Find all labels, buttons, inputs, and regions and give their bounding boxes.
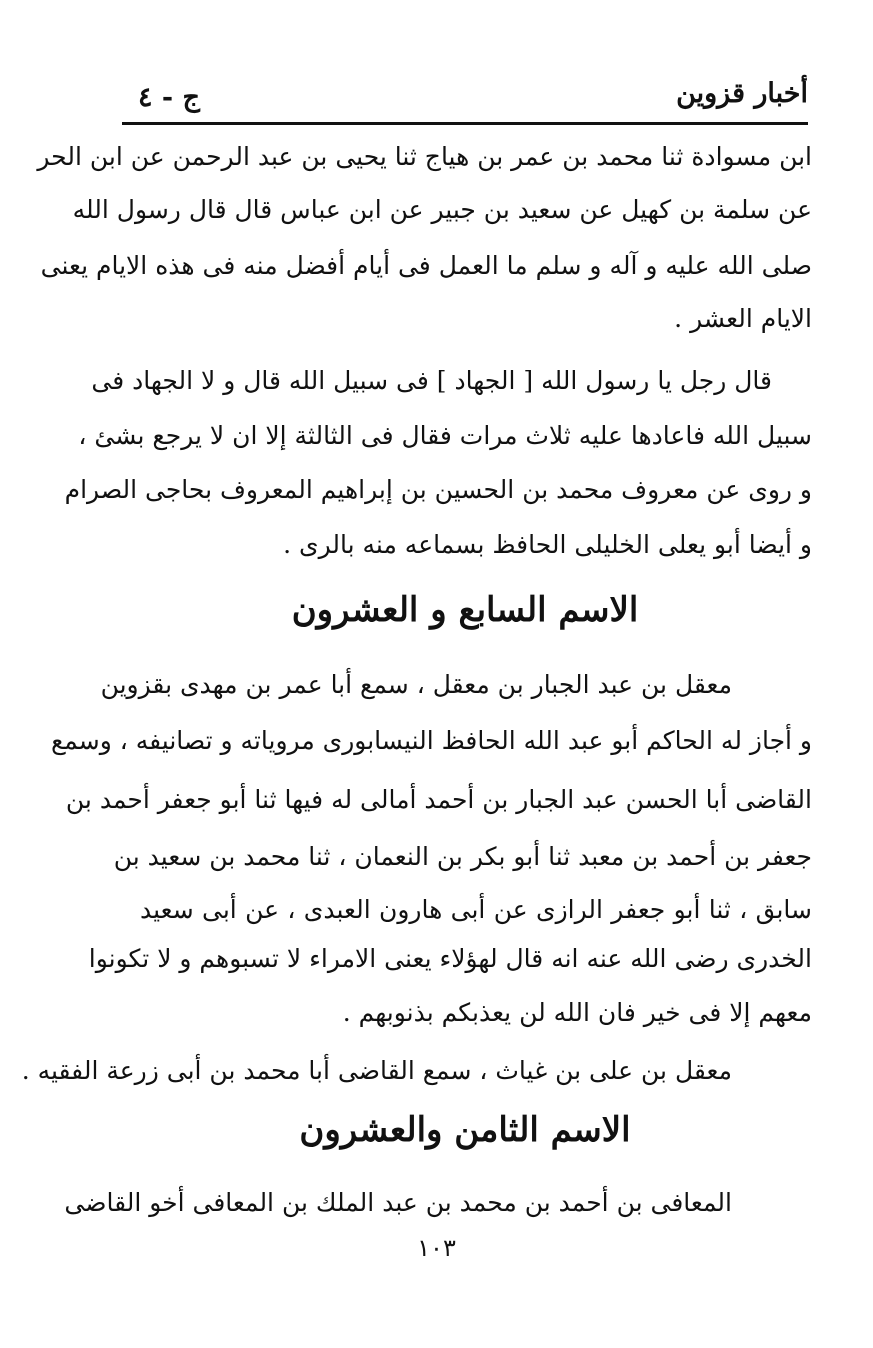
text-line: قال رجل يا رسول الله [ الجهاد ] فى سبيل الله قال و لا الجهاد فى — [91, 366, 772, 395]
header-rule — [122, 122, 808, 125]
text-line: عن سلمة بن كهيل عن سعيد بن جبير عن ابن عباس قال قال رسول الله — [72, 195, 812, 224]
text-line: معهم إلا فى خير فان الله لن يعذبكم بذنوبهم . — [342, 998, 812, 1027]
text-line: سبيل الله فاعادها عليه ثلاث مرات فقال فى الثالثة إلا ان لا يرجع بشئ ، — [78, 421, 812, 450]
text-line: و أجاز له الحاكم أبو عبد الله الحافظ النيسابورى مروياته و تصانيفه ، وسمع — [51, 726, 812, 755]
text-line: و أيضا أبو يعلى الخليلى الحافظ بسماعه منه بالرى . — [283, 530, 812, 559]
text-line: القاضى أبا الحسن عبد الجبار بن أحمد أمالى له فيها ثنا أبو جعفر أحمد بن — [65, 785, 812, 814]
text-line: صلى الله عليه و آله و سلم ما العمل فى أيام أفضل منه فى هذه الايام يعنى — [40, 251, 812, 280]
section-heading: الاسم السابع و العشرون — [291, 590, 639, 630]
page-number: ١٠٣ — [417, 1234, 456, 1262]
text-line: ابن مسوادة ثنا محمد بن عمر بن هياج ثنا يحيى بن عبد الرحمن عن ابن الحر — [37, 142, 812, 171]
text-line: المعافى بن أحمد بن محمد بن عبد الملك بن المعافى أخو القاضى — [64, 1188, 732, 1217]
section-heading: الاسم الثامن والعشرون — [299, 1110, 631, 1150]
running-header — [122, 70, 808, 122]
text-line: سابق ، ثنا أبو جعفر الرازى عن أبى هارون العبدى ، عن أبى سعيد — [140, 895, 812, 924]
text-line: جعفر بن أحمد بن معبد ثنا أبو بكر بن النعمان ، ثنا محمد بن سعيد بن — [113, 842, 812, 871]
text-line: الايام العشر . — [674, 304, 812, 333]
text-line: معقل بن على بن غياث ، سمع القاضى أبا محمد بن أبى زرعة الفقيه . — [21, 1056, 732, 1085]
text-line: و روى عن معروف محمد بن الحسين بن إبراهيم المعروف بحاجى الصرام — [64, 475, 812, 504]
book-title: أخبار قزوين — [676, 78, 808, 109]
text-line: الخدرى رضى الله عنه انه قال لهؤلاء يعنى الامراء لا تسبوهم و لا تكونوا — [88, 944, 812, 973]
volume-number: ج - ٤ — [138, 82, 200, 113]
text-line: معقل بن عبد الجبار بن معقل ، سمع أبا عمر بن مهدى بقزوين — [100, 670, 732, 699]
